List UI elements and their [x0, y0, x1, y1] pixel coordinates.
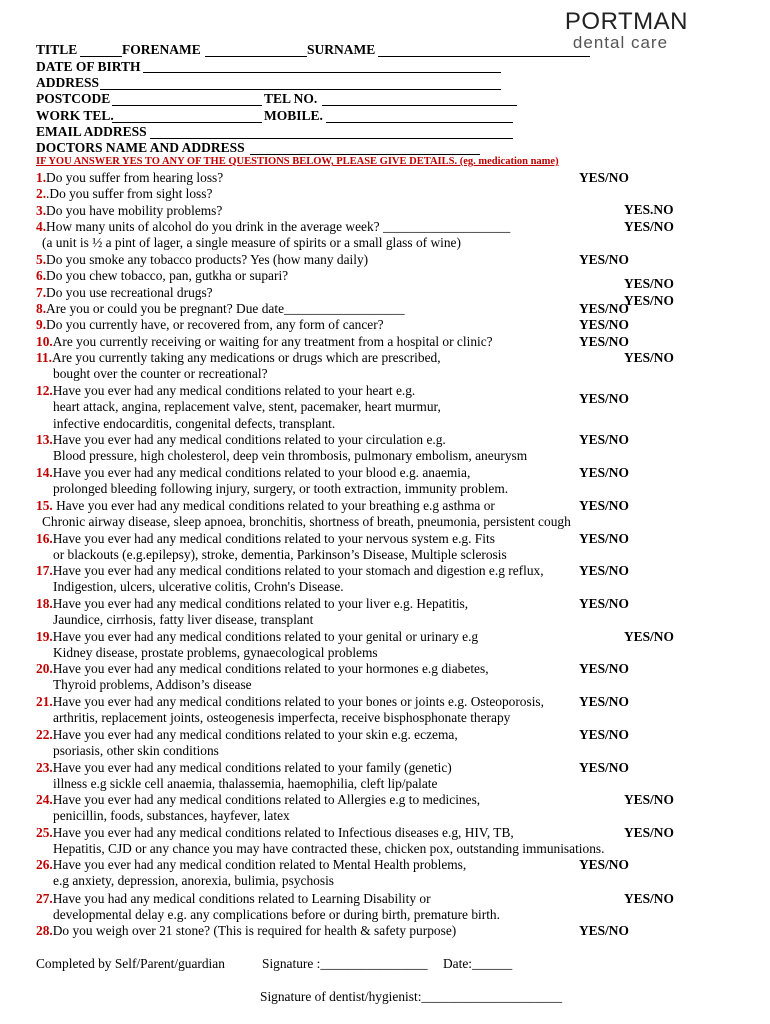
question-number: 15. — [36, 498, 53, 513]
answer-yes-no-26[interactable]: YES/NO — [579, 857, 629, 872]
question-number: 9. — [36, 317, 47, 332]
question-number: 14. — [36, 465, 53, 480]
question-text: Have you ever had any medical conditions related to your hormones e.g diabetes, — [52, 661, 489, 676]
question-continuation: e.g anxiety, depression, anorexia, bulimia, psychosis — [53, 873, 335, 889]
question-number: 19. — [36, 629, 53, 644]
question-text: Have you ever had any medical conditions related to your breathing e.g asthma or — [52, 498, 495, 513]
answer-yes-no-15[interactable]: YES/NO — [579, 498, 629, 513]
question-text: Have you ever had any medical conditions related to your stomach and digestion e.g reflux, — [52, 563, 544, 578]
question-continuation: heart attack, angina, replacement valve, stent, pacemaker, heart murmur, — [53, 399, 441, 415]
answer-yes-no-21[interactable]: YES/NO — [579, 694, 629, 709]
answer-yes-no-3[interactable]: YES/NO — [624, 219, 674, 234]
forename-label: FORENAME — [122, 42, 201, 57]
question-continuation: or blackouts (e.g.epilepsy), stroke, dementia, Parkinson’s Disease, Multiple sclerosis — [53, 547, 507, 563]
mobile-field[interactable] — [326, 122, 513, 123]
question-number: 5. — [36, 252, 47, 267]
dob-field[interactable] — [143, 72, 501, 73]
answer-yes-no-7[interactable]: YES/NO — [624, 293, 674, 308]
question-continuation: arthritis, replacement joints, osteogenesis imperfecta, receive bisphosphonate therapy — [53, 710, 511, 726]
tel-field[interactable] — [322, 105, 517, 106]
question-24 — [36, 792, 480, 825]
answer-yes-no-2[interactable]: YES.NO — [624, 202, 674, 217]
answer-yes-no-13[interactable]: YES/NO — [579, 432, 629, 447]
question-text: Do you suffer from hearing loss? — [46, 170, 224, 185]
question-text: Do you smoke any tobacco products? Yes (how many daily) — [46, 252, 369, 267]
question-number: 7. — [36, 285, 47, 300]
work-tel-field[interactable] — [112, 122, 262, 123]
question-continuation: Indigestion, ulcers, ulcerative colitis, Crohn's Disease. — [53, 579, 344, 595]
completed-by-label: Completed by Self/Parent/guardian — [36, 956, 225, 971]
question-9 — [36, 317, 384, 333]
question-number: 21. — [36, 694, 53, 709]
question-continuation: Blood pressure, high cholesterol, deep vein thrombosis, pulmonary embolism, aneurysm — [53, 448, 528, 464]
question-continuation: Thyroid problems, Addison’s disease — [53, 677, 252, 693]
question-text: Have you ever had any medical conditions related to your blood e.g. anaemia, — [52, 465, 471, 480]
question-text: How many units of alcohol do you drink in the average week? ___________________ — [46, 219, 511, 234]
portman-logo — [565, 10, 688, 52]
question-number: 28. — [36, 923, 53, 938]
signature-field[interactable]: Signature :________________ — [262, 956, 428, 971]
question-4 — [36, 219, 510, 252]
question-20 — [36, 661, 489, 694]
question-continuation: bought over the counter or recreational? — [53, 366, 268, 382]
question-number: 4. — [36, 219, 47, 234]
question-number: 2. — [36, 186, 47, 201]
question-text: Have you ever had any medical conditions related to your bones or joints e.g. Osteoporosis, — [52, 694, 544, 709]
question-19 — [36, 629, 478, 662]
answer-yes-no-24[interactable]: YES/NO — [624, 792, 674, 807]
answer-yes-no-18[interactable]: YES/NO — [579, 596, 629, 611]
question-continuation: (a unit is ½ a pint of lager, a single measure of spirits or a small glass of wine) — [42, 235, 461, 251]
question-text: Do you use recreational drugs? — [46, 285, 213, 300]
title-field[interactable] — [80, 56, 122, 57]
question-continuation: penicillin, foods, substances, hayfever, latex — [53, 808, 290, 824]
answer-yes-no-6[interactable]: YES/NO — [624, 276, 674, 291]
question-number: 1. — [36, 170, 47, 185]
answer-yes-no-5[interactable]: YES/NO — [579, 252, 629, 267]
question-22 — [36, 727, 458, 760]
question-21 — [36, 694, 544, 727]
question-text: .Do you suffer from sight loss? — [46, 186, 213, 201]
question-6 — [36, 268, 288, 284]
question-11 — [36, 350, 441, 383]
address-label: ADDRESS — [36, 75, 100, 90]
question-number: 13. — [36, 432, 53, 447]
question-12 — [36, 383, 441, 432]
question-continuation: infective endocarditis, congenital defects, transplant. — [53, 415, 336, 431]
question-16 — [36, 531, 507, 564]
question-text: Have you ever had any medical conditions related to your genital or urinary e.g — [52, 629, 479, 644]
postcode-field[interactable] — [112, 105, 262, 106]
question-25 — [36, 825, 604, 858]
question-number: 25. — [36, 825, 53, 840]
question-text: Do you have mobility problems? — [46, 203, 223, 218]
question-text: Have you ever had any medical conditions related to your family (genetic) — [52, 760, 452, 775]
question-continuation: Chronic airway disease, sleep apnoea, bronchitis, shortness of breath, pneumonia, persistent cough — [42, 514, 571, 530]
question-14 — [36, 465, 508, 498]
question-text: Do you currently have, or recovered from, any form of cancer? — [46, 317, 384, 332]
answer-yes-no-8[interactable]: YES/NO — [579, 301, 629, 316]
answer-yes-no-17[interactable]: YES/NO — [579, 563, 629, 578]
question-23 — [36, 760, 452, 793]
question-number: 27. — [36, 891, 53, 906]
tel-label: TEL NO. — [264, 91, 318, 106]
email-label: EMAIL ADDRESS — [36, 124, 147, 139]
question-10 — [36, 334, 493, 350]
answer-yes-no-14[interactable]: YES/NO — [579, 465, 629, 480]
question-continuation: illness e.g sickle cell anaemia, thalassemia, haemophilia, cleft lip/palate — [53, 776, 438, 792]
mobile-label: MOBILE. — [264, 108, 323, 123]
question-number: 17. — [36, 563, 53, 578]
answer-yes-no-22[interactable]: YES/NO — [579, 727, 629, 742]
question-number: 26. — [36, 857, 53, 872]
question-text: Are you or could you be pregnant? Due date__________________ — [46, 301, 405, 316]
question-number: 18. — [36, 596, 53, 611]
doctors-label: DOCTORS NAME AND ADDRESS — [36, 140, 245, 155]
question-2 — [36, 186, 212, 202]
question-1 — [36, 170, 223, 186]
question-17 — [36, 563, 544, 596]
question-number: 23. — [36, 760, 53, 775]
question-text: Have you ever had any medical conditions related to your liver e.g. Hepatitis, — [52, 596, 469, 611]
question-number: 11. — [36, 350, 52, 365]
answer-yes-no-25[interactable]: YES/NO — [624, 825, 674, 840]
question-number: 16. — [36, 531, 53, 546]
surname-label: SURNAME — [307, 42, 376, 57]
doctors-field[interactable] — [250, 154, 480, 155]
question-27 — [36, 891, 500, 924]
question-continuation: Jaundice, cirrhosis, fatty liver disease, transplant — [53, 612, 314, 628]
question-text: Have you ever had any medical conditions related to your heart e.g. — [52, 383, 416, 398]
question-number: 22. — [36, 727, 53, 742]
question-continuation: Kidney disease, prostate problems, gynaecological problems — [53, 645, 378, 661]
question-text: Have you had any medical conditions related to Learning Disability or — [52, 891, 431, 906]
question-5 — [36, 252, 368, 268]
answer-yes-no-28[interactable]: YES/NO — [579, 923, 629, 938]
question-text: Are you currently taking any medications or drugs which are prescribed, — [52, 350, 441, 365]
question-text: Do you weigh over 21 stone? (This is required for health & safety purpose) — [52, 923, 457, 938]
question-continuation: Hepatitis, CJD or any chance you may have contracted these, chicken pox, outstanding immunisations. — [53, 841, 605, 857]
question-text: Have you ever had any medical conditions related to Allergies e.g to medicines, — [52, 792, 481, 807]
date-field[interactable]: Date:______ — [443, 956, 513, 971]
question-text: Are you currently receiving or waiting for any treatment from a hospital or clinic? — [52, 334, 493, 349]
question-text: Have you ever had any medical condition related to Mental Health problems, — [52, 857, 467, 872]
answer-yes-no-9[interactable]: YES/NO — [579, 317, 629, 332]
question-text: Have you ever had any medical conditions related to your nervous system e.g. Fits — [52, 531, 495, 546]
question-number: 24. — [36, 792, 53, 807]
question-26 — [36, 857, 466, 890]
logo-subtitle: dental care — [572, 33, 669, 52]
postcode-label: POSTCODE — [36, 91, 111, 106]
answer-yes-no-11[interactable]: YES/NO — [624, 350, 674, 365]
question-number: 6. — [36, 268, 47, 283]
answer-yes-no-23[interactable]: YES/NO — [579, 760, 629, 775]
dentist-signature-field[interactable]: Signature of dentist/hygienist:_____________________ — [260, 989, 563, 1004]
question-number: 8. — [36, 301, 47, 316]
question-13 — [36, 432, 527, 465]
answer-yes-no-27[interactable]: YES/NO — [624, 891, 674, 906]
logo-brand: PORTMAN — [564, 8, 688, 35]
question-number: 12. — [36, 383, 53, 398]
answer-yes-no-20[interactable]: YES/NO — [579, 661, 629, 676]
answer-yes-no-10[interactable]: YES/NO — [579, 334, 629, 349]
question-7 — [36, 285, 213, 301]
title-label: TITLE — [36, 42, 78, 57]
question-15 — [36, 498, 571, 531]
question-number: 10. — [36, 334, 53, 349]
address-field[interactable] — [100, 89, 501, 90]
question-text: Do you chew tobacco, pan, gutkha or supari? — [46, 268, 289, 283]
question-3 — [36, 203, 222, 219]
question-continuation: prolonged bleeding following injury, surgery, or tooth extraction, immunity problem. — [53, 481, 509, 497]
question-28 — [36, 923, 456, 939]
question-text: Have you ever had any medical conditions related to Infectious diseases e.g, HIV, TB, — [52, 825, 514, 840]
question-text: Have you ever had any medical conditions related to your circulation e.g. — [52, 432, 446, 447]
question-number: 3. — [36, 203, 47, 218]
email-field[interactable] — [150, 138, 513, 139]
work-tel-label: WORK TEL. — [36, 108, 114, 123]
answer-yes-no-12[interactable]: YES/NO — [579, 391, 629, 406]
answer-yes-no-16[interactable]: YES/NO — [579, 531, 629, 546]
question-continuation: psoriasis, other skin conditions — [53, 743, 219, 759]
forename-field[interactable] — [205, 56, 307, 57]
question-18 — [36, 596, 468, 629]
instructions-notice: IF YOU ANSWER YES TO ANY OF THE QUESTIONS BELOW, PLEASE GIVE DETAILS. (eg. medication name) — [36, 156, 559, 167]
dob-label: DATE OF BIRTH — [36, 59, 141, 74]
answer-yes-no-19[interactable]: YES/NO — [624, 629, 674, 644]
yesno-heading: YES/NO — [579, 170, 629, 185]
surname-field[interactable] — [378, 56, 590, 57]
question-8 — [36, 301, 405, 317]
question-continuation: developmental delay e.g. any complications before or during birth, premature birth. — [53, 907, 500, 923]
question-text: Have you ever had any medical conditions related to your skin e.g. eczema, — [52, 727, 458, 742]
question-number: 20. — [36, 661, 53, 676]
